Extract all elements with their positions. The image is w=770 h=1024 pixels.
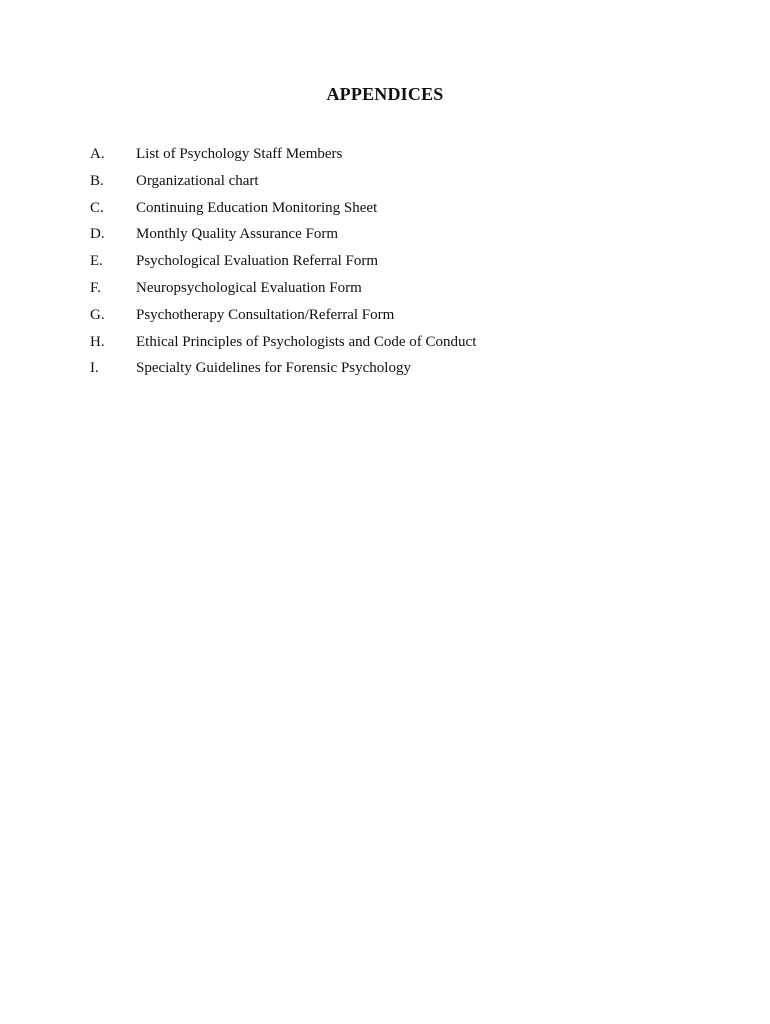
appendix-letter: F.	[90, 279, 101, 296]
appendix-title: Psychological Evaluation Referral Form	[136, 253, 379, 270]
appendix-title: Monthly Quality Assurance Form	[136, 226, 339, 243]
list-item	[90, 146, 476, 173]
appendix-title: Organizational chart	[136, 172, 259, 189]
appendix-title: List of Psychology Staff Members	[136, 146, 343, 162]
appendix-letter: A.	[90, 146, 105, 162]
appendix-letter: I.	[90, 360, 99, 377]
appendix-title: Neuropsychological Evaluation Form	[136, 279, 362, 296]
appendix-title: Continuing Education Monitoring Sheet	[136, 199, 378, 216]
list-item	[90, 280, 476, 307]
appendix-title: Psychotherapy Consultation/Referral Form	[136, 306, 395, 323]
appendix-letter: D.	[90, 226, 105, 243]
page-title: APPENDICES	[326, 84, 444, 104]
appendix-letter: G.	[90, 306, 105, 323]
list-item	[90, 173, 476, 200]
list-item	[90, 200, 476, 227]
list-item	[90, 360, 476, 387]
list-item	[90, 334, 476, 361]
list-item	[90, 253, 476, 280]
appendix-title: Specialty Guidelines for Forensic Psychology	[136, 360, 411, 377]
appendix-title: Ethical Principles of Psychologists and Code of Conduct	[136, 333, 477, 350]
appendix-letter: E.	[90, 253, 103, 270]
appendix-letter: H.	[90, 333, 105, 350]
appendix-letter: B.	[90, 172, 104, 189]
appendix-list	[90, 146, 476, 387]
list-item	[90, 307, 476, 334]
list-item	[90, 226, 476, 253]
appendix-letter: C.	[90, 199, 104, 216]
